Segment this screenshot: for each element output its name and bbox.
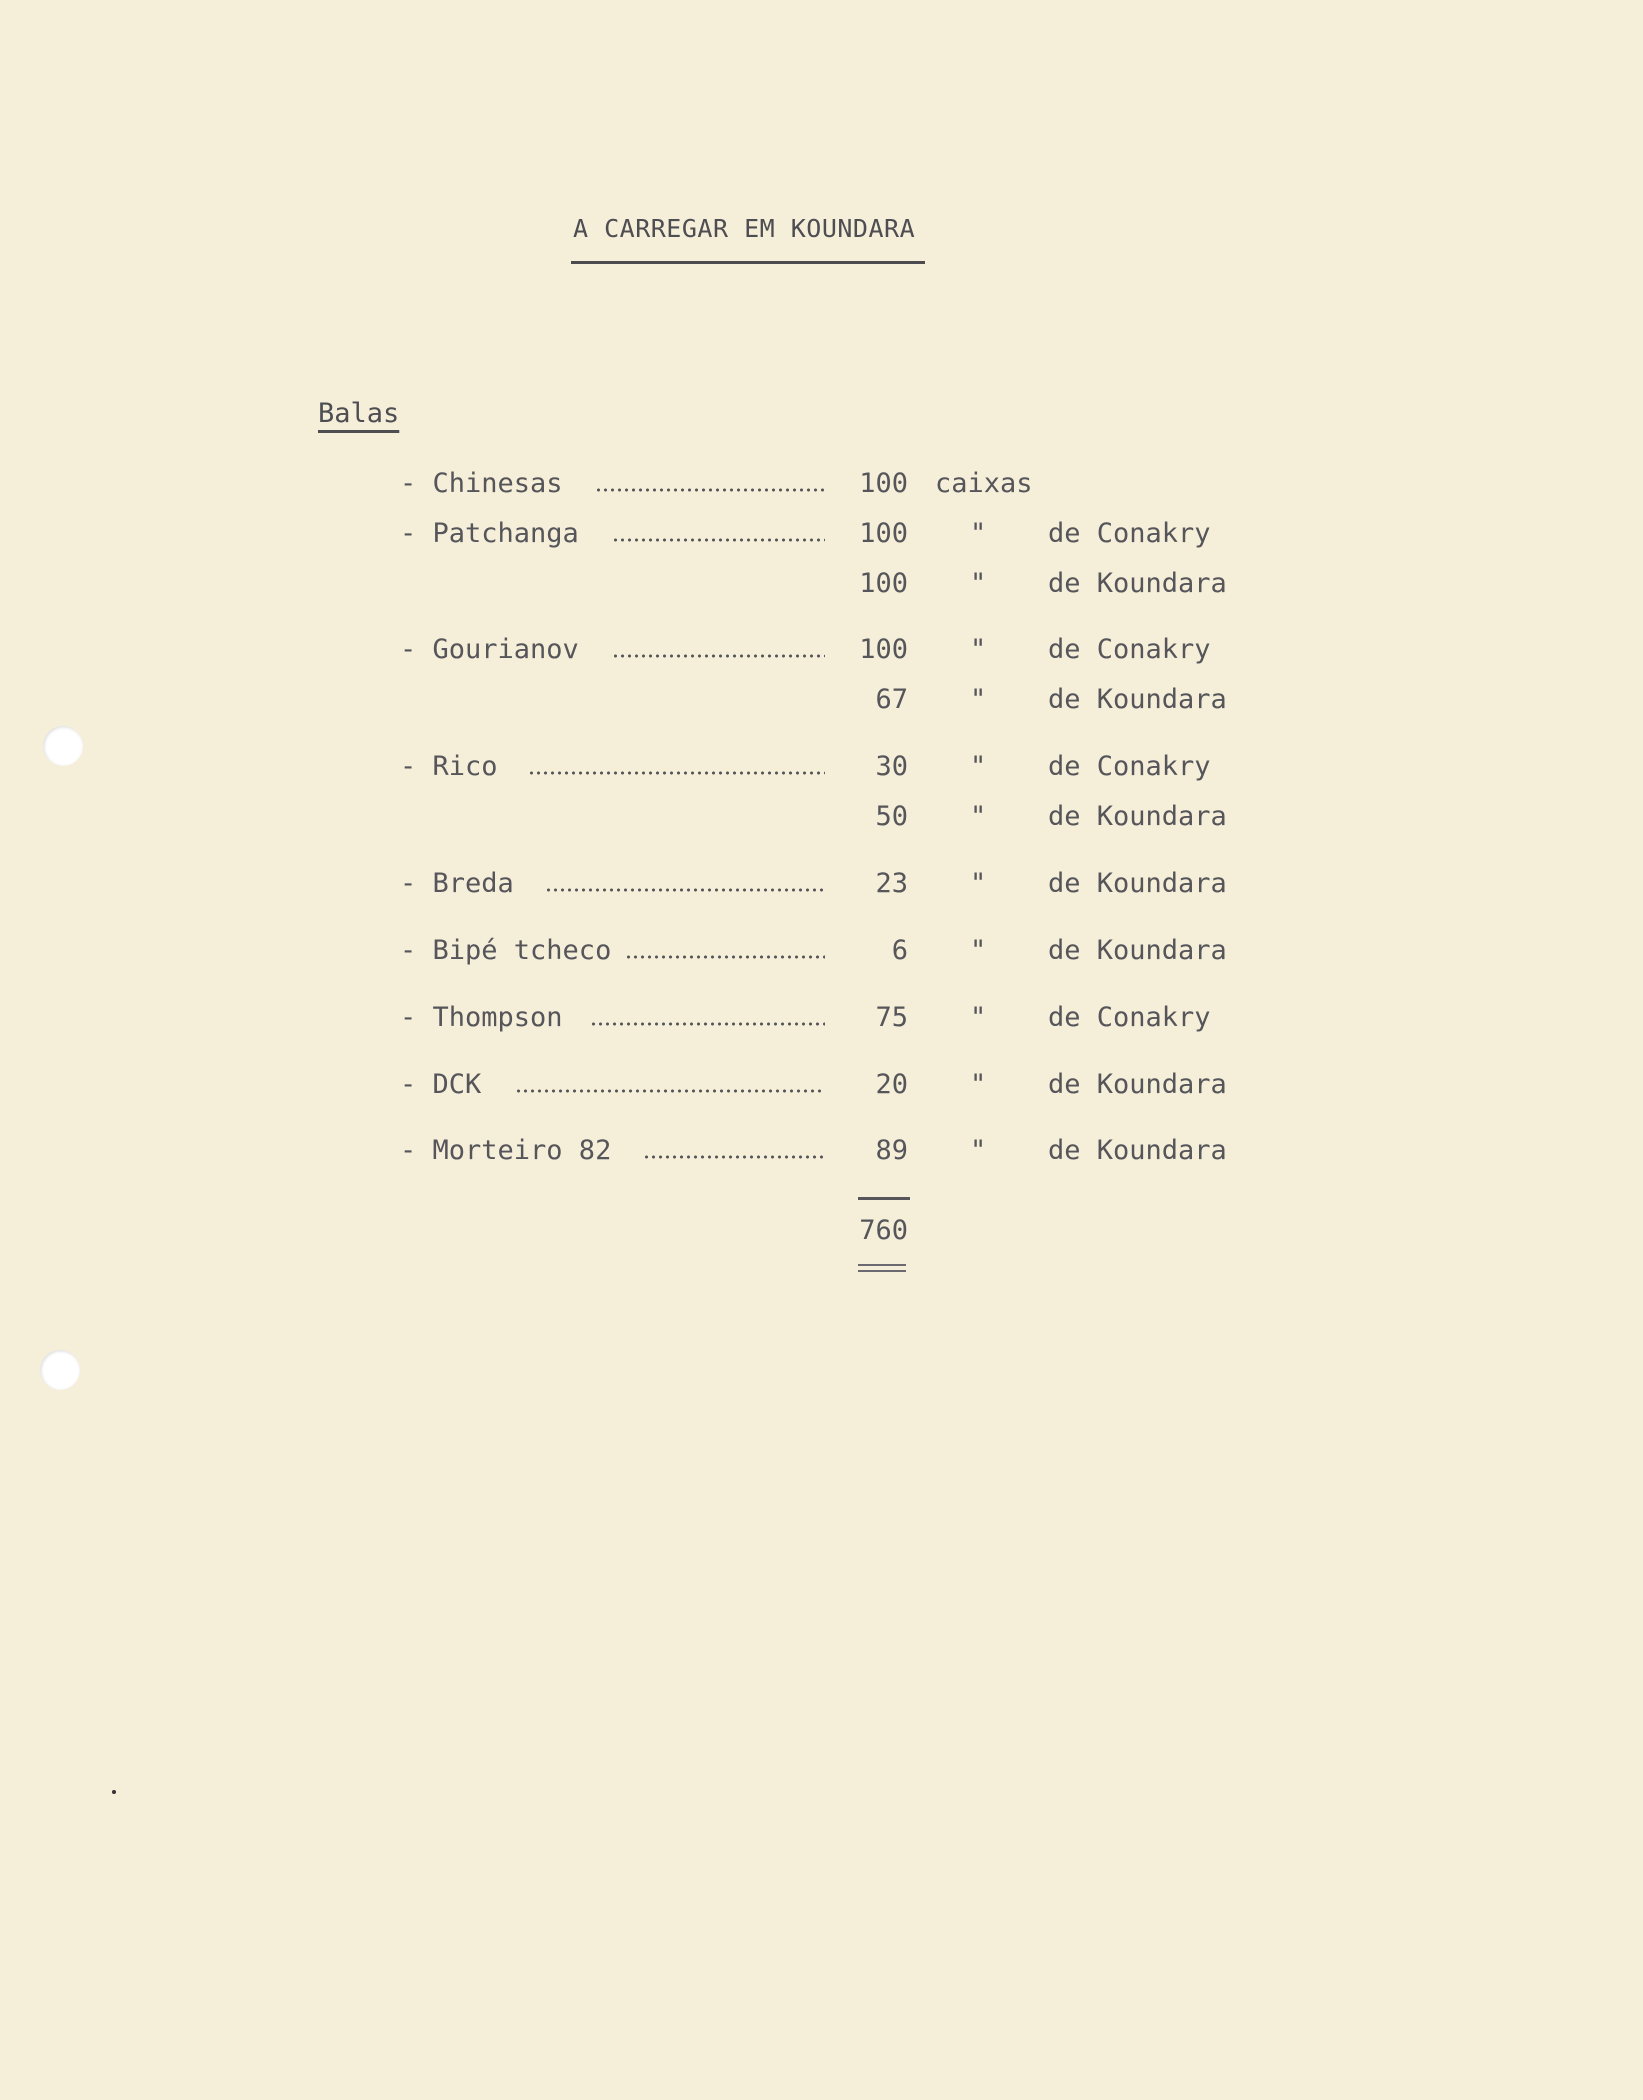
ditto-mark: " [970,634,987,665]
total-quantity: 760 [859,1215,908,1246]
item-quantity: 100 [859,518,908,549]
item-name: - Breda [400,868,514,899]
ditto-mark: " [970,684,987,715]
ditto-mark: " [970,1002,987,1033]
leader-dots [612,538,825,542]
item-origin: de Koundara [1048,1069,1227,1100]
item-name: - Rico [400,751,498,782]
item-origin: de Conakry [1048,634,1211,665]
ditto-mark: " [970,568,987,599]
page-title: A CARREGAR EM KOUNDARA [573,214,916,243]
item-origin: de Conakry [1048,1002,1211,1033]
list-item [0,749,1643,785]
item-quantity: 89 [875,1135,908,1166]
leader-dots [643,1155,825,1159]
leader-dots [590,1022,825,1026]
item-quantity: 20 [875,1069,908,1100]
ditto-mark: " [970,801,987,832]
list-item [0,566,1643,602]
item-quantity: 100 [859,468,908,499]
ditto-mark: " [970,1069,987,1100]
item-origin: de Koundara [1048,1135,1227,1166]
ditto-mark: " [970,868,987,899]
item-unit: caixas [935,468,1033,499]
leader-dots [515,1089,825,1093]
ditto-mark: " [970,518,987,549]
list-item [0,682,1643,718]
item-name: - Gourianov [400,634,579,665]
item-name: - Patchanga [400,518,579,549]
leader-dots [595,488,825,492]
leader-dots [528,771,825,775]
item-quantity: 100 [859,634,908,665]
item-origin: de Koundara [1048,935,1227,966]
item-name: - DCK [400,1069,482,1100]
item-quantity: 67 [875,684,908,715]
item-quantity: 6 [891,935,908,966]
item-origin: de Koundara [1048,684,1227,715]
leader-dots [545,888,825,892]
list-item [0,1067,1643,1103]
list-item [0,1000,1643,1036]
item-origin: de Koundara [1048,568,1227,599]
total-double-underline [858,1270,906,1272]
item-quantity: 100 [859,568,908,599]
leader-dots [625,955,825,959]
total-double-underline [858,1264,906,1266]
item-name: - Morteiro 82 [400,1135,612,1166]
item-origin: de Conakry [1048,518,1211,549]
list-item [0,799,1643,835]
sum-line [858,1197,910,1200]
item-quantity: 75 [875,1002,908,1033]
list-item [0,632,1643,668]
list-item [0,866,1643,902]
item-origin: de Koundara [1048,801,1227,832]
item-name: - Thompson [400,1002,563,1033]
item-quantity: 23 [875,868,908,899]
list-item [0,466,1643,502]
ditto-mark: " [970,935,987,966]
section-heading: Balas [318,398,400,429]
item-quantity: 50 [875,801,908,832]
list-item [0,933,1643,969]
item-name: - Chinesas [400,468,563,499]
ink-speck [112,1790,116,1794]
punch-hole [40,1350,80,1390]
item-quantity: 30 [875,751,908,782]
list-item [0,516,1643,552]
item-origin: de Koundara [1048,868,1227,899]
ditto-mark: " [970,1135,987,1166]
leader-dots [612,654,825,658]
item-origin: de Conakry [1048,751,1211,782]
item-name: - Bipé tcheco [400,935,612,966]
title-underline [571,261,925,264]
ditto-mark: " [970,751,987,782]
list-item [0,1133,1643,1169]
